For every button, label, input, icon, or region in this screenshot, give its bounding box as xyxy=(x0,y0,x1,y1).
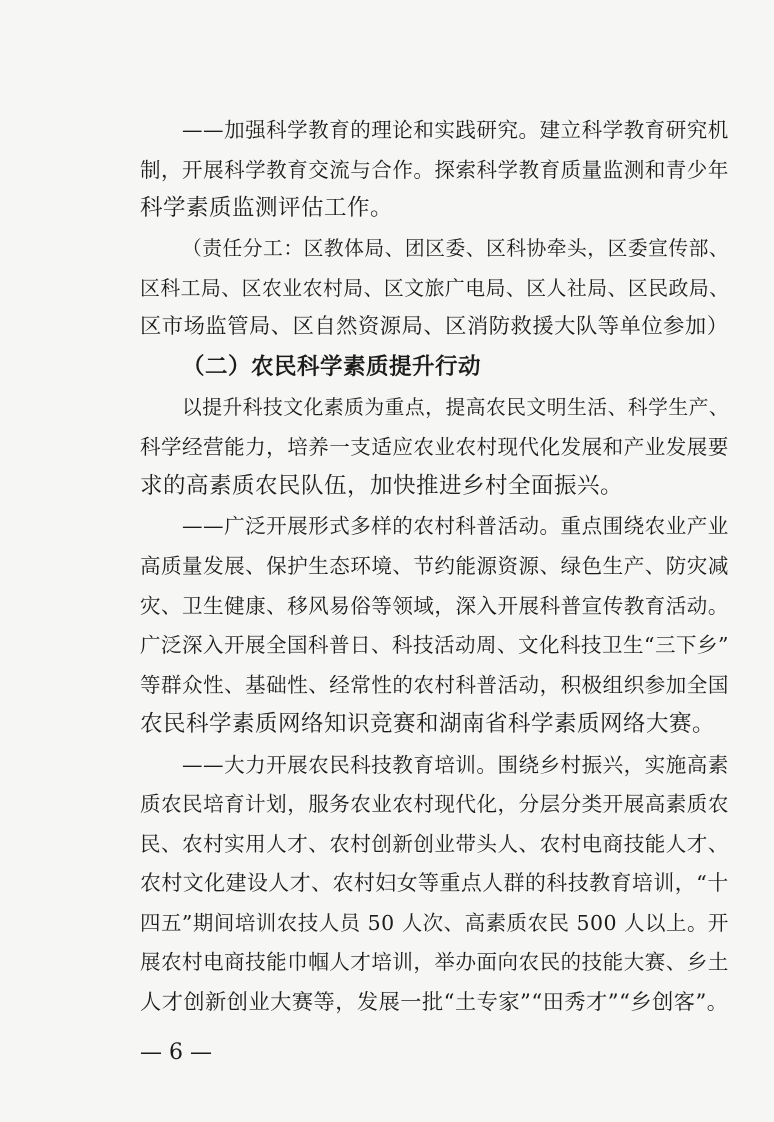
text-line: 以提升科技文化素质为重点，提高农民文明生活、科学生产、 xyxy=(182,396,730,419)
text-line: 质农民培育计划，服务农业农村现代化，分层分类开展高素质农 xyxy=(140,792,729,816)
text-line: 广泛深入开展全国科普日、科技活动周、文化科技卫生“三下乡” xyxy=(140,633,729,657)
text-line: 四五”期间培训农技人员 50 人次、高素质农民 500 人以上。开 xyxy=(140,911,729,935)
text-line: ——广泛开展形式多样的农村科普活动。重点围绕农业产业 xyxy=(182,514,729,538)
text-line: 农村文化建设人才、农村妇女等重点人群的科技教育培训，“十 xyxy=(140,871,729,895)
text-line: 高质量发展、保护生态环境、节约能源资源、绿色生产、防灾减 xyxy=(140,554,729,578)
text-line: 科学经营能力，培养一支适应农业农村现代化发展和产业发展要 xyxy=(140,435,729,459)
text-line: 农民科学素质网络知识竞赛和湖南省科学素质网络大赛。 xyxy=(140,711,716,737)
text-line: ——大力开展农民科技教育培训。围绕乡村振兴，实施高素 xyxy=(182,753,729,777)
text-line: ——加强科学教育的理论和实践研究。建立科学教育研究机 xyxy=(182,118,729,142)
text-line: 人才创新创业大赛等，发展一批“土专家”“田秀才”“乡创客”。 xyxy=(140,989,729,1014)
text-line: 求的高素质农民队伍，加快推进乡村全面振兴。 xyxy=(140,473,624,499)
text-line: 区科工局、区农业农村局、区文旅广电局、区人社局、区民政局、 xyxy=(140,277,730,300)
page-number: — 6 — xyxy=(140,1040,212,1065)
text-line: 科学素质监测评估工作。 xyxy=(140,195,394,221)
section-heading: （二）农民科学素质提升行动 xyxy=(182,354,482,380)
text-line: 灾、卫生健康、移风易俗等领域，深入开展科普宣传教育活动。 xyxy=(140,594,729,618)
text-line: 制，开展科学教育交流与合作。探索科学教育质量监测和青少年 xyxy=(140,158,729,182)
text-line: 民、农村实用人才、农村创新创业带头人、农村电商技能人才、 xyxy=(140,832,729,856)
text-line: 区市场监管局、区自然资源局、区消防救援大队等单位参加） xyxy=(140,314,729,339)
text-line: （责任分工：区教体局、团区委、区科协牵头，区委宣传部、 xyxy=(182,237,730,260)
text-line: 展农村电商技能巾帼人才培训，举办面向农民的技能大赛、乡土 xyxy=(140,950,729,974)
text-line: 等群众性、基础性、经常性的农村科普活动，积极组织参加全国 xyxy=(140,673,729,697)
